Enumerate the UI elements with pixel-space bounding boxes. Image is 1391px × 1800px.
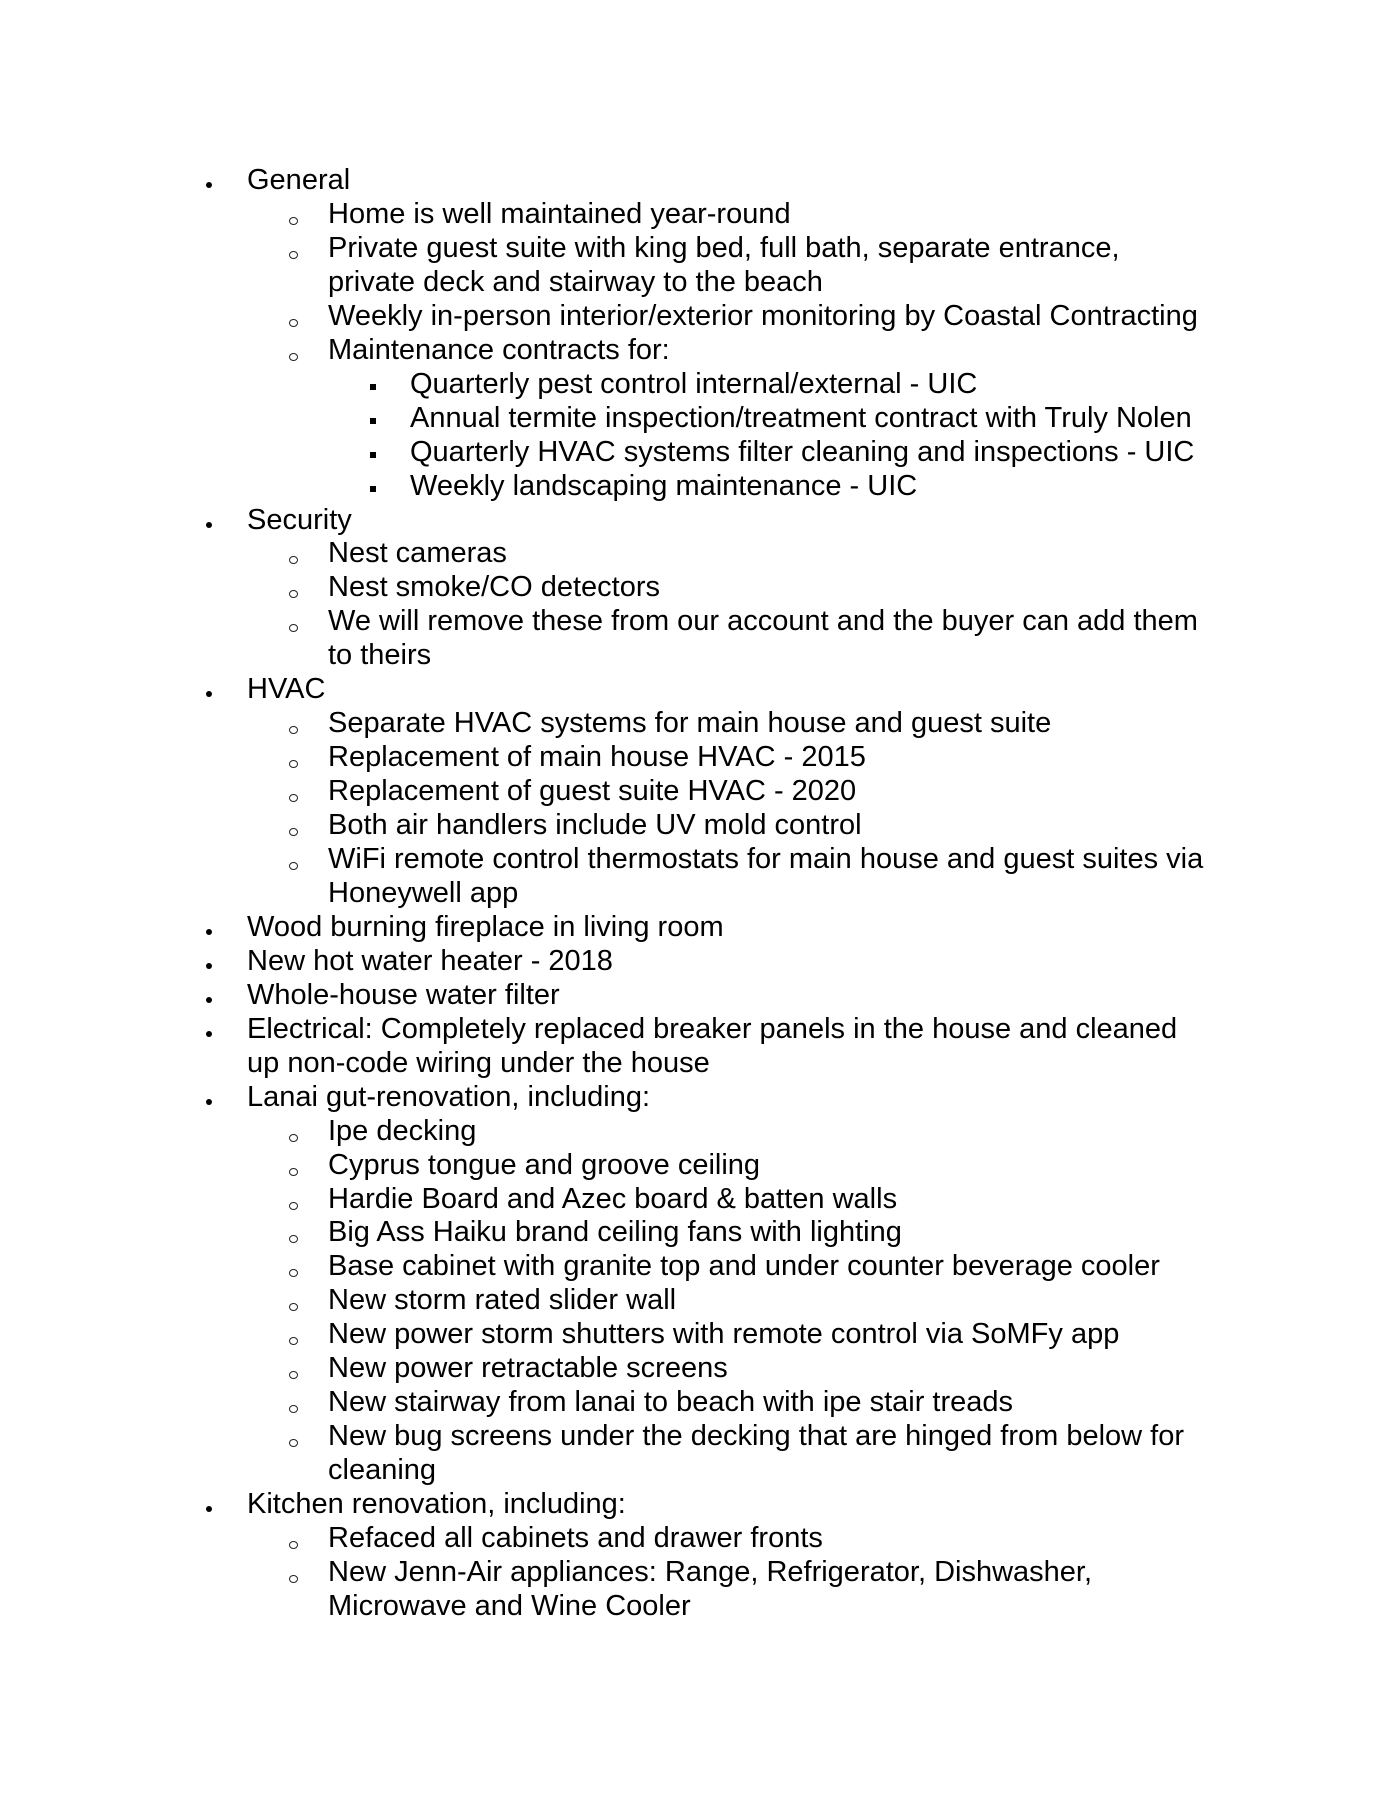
list-item-text: Quarterly HVAC systems filter cleaning and inspections - UIC: [410, 435, 1195, 468]
filled-disc-icon: [206, 522, 212, 528]
list-item-text: Honeywell app: [328, 876, 519, 909]
list-item-text: to theirs: [328, 639, 432, 672]
list-item-text: Nest smoke/CO detectors: [328, 571, 660, 604]
list-item-text: cleaning: [328, 1454, 437, 1487]
list-item-text: Cyprus tongue and groove ceiling: [328, 1148, 761, 1181]
list-item-text: General: [247, 164, 351, 196]
list-item-text: Nest cameras: [328, 537, 507, 570]
hollow-circle-icon: [289, 1303, 298, 1311]
list-item-text: New bug screens under the decking that are hinged from below for: [328, 1420, 1184, 1453]
filled-disc-icon: [206, 963, 212, 969]
list-item-text: New hot water heater - 2018: [247, 944, 613, 977]
list-item-text: Security: [247, 503, 352, 536]
list-item-text: Replacement of main house HVAC - 2015: [328, 741, 866, 774]
filled-disc-icon: [206, 929, 212, 935]
hollow-circle-icon: [289, 1337, 298, 1345]
hollow-circle-icon: [289, 590, 298, 598]
hollow-circle-icon: [289, 1439, 298, 1447]
list-item-text: New stairway from lanai to beach with ipe stair treads: [328, 1386, 1014, 1419]
list-item-text: Big Ass Haiku brand ceiling fans with lighting: [328, 1216, 902, 1249]
list-item-text: Both air handlers include UV mold control: [328, 809, 862, 842]
filled-disc-icon: [206, 182, 212, 188]
list-item-text: Lanai gut-renovation, including:: [247, 1080, 651, 1113]
filled-square-icon: [370, 486, 376, 492]
list-item-text: WiFi remote control thermostats for main house and guest suites via: [328, 843, 1204, 875]
hollow-circle-icon: [289, 319, 298, 327]
hollow-circle-icon: [289, 1371, 298, 1379]
list-item-text: Whole-house water filter: [247, 978, 560, 1011]
list-item-text: Maintenance contracts for:: [328, 333, 670, 366]
list-item-text: Base cabinet with granite top and under counter beverage cooler: [328, 1250, 1160, 1283]
list-item-text: Microwave and Wine Cooler: [328, 1589, 691, 1622]
hollow-circle-icon: [289, 556, 298, 564]
hollow-circle-icon: [289, 353, 298, 361]
list-item-text: Weekly in-person interior/exterior monitoring by Coastal Contracting: [328, 299, 1198, 332]
list-item-text: New power retractable screens: [328, 1352, 728, 1385]
list-item-text: Ipe decking: [328, 1114, 477, 1147]
list-item-text: Weekly landscaping maintenance - UIC: [410, 469, 918, 502]
list-item-text: Replacement of guest suite HVAC - 2020: [328, 775, 857, 808]
list-item-text: Quarterly pest control internal/external - UIC: [410, 367, 978, 400]
hollow-circle-icon: [289, 1541, 298, 1549]
list-item-text: Private guest suite with king bed, full bath, separate entrance,: [328, 231, 1120, 264]
list-item-text: New power storm shutters with remote control via SoMFy app: [328, 1318, 1120, 1351]
list-item-text: Home is well maintained year-round: [328, 197, 791, 230]
filled-disc-icon: [206, 1099, 212, 1105]
list-item-text: Kitchen renovation, including:: [247, 1488, 626, 1521]
hollow-circle-icon: [289, 794, 298, 802]
list-item-text: Refaced all cabinets and drawer fronts: [328, 1522, 823, 1554]
list-item-text: New storm rated slider wall: [328, 1284, 677, 1317]
filled-disc-icon: [206, 691, 212, 697]
hollow-circle-icon: [289, 1168, 298, 1176]
list-item-text: up non-code wiring under the house: [247, 1046, 710, 1079]
hollow-circle-icon: [289, 862, 298, 870]
hollow-circle-icon: [289, 624, 298, 632]
filled-disc-icon: [206, 1506, 212, 1512]
hollow-circle-icon: [289, 251, 298, 259]
hollow-circle-icon: [289, 1269, 298, 1277]
list-item-text: Separate HVAC systems for main house and guest suite: [328, 707, 1052, 740]
list-item-text: Hardie Board and Azec board & batten walls: [328, 1182, 898, 1215]
filled-disc-icon: [206, 1031, 212, 1037]
hollow-circle-icon: [289, 1134, 298, 1142]
list-item-text: New Jenn-Air appliances: Range, Refrigerator, Dishwasher,: [328, 1555, 1093, 1588]
list-item-text: HVAC: [247, 673, 326, 706]
hollow-circle-icon: [289, 217, 298, 225]
hollow-circle-icon: [289, 1235, 298, 1243]
list-item-text: Electrical: Completely replaced breaker panels in the house and cleaned: [247, 1012, 1178, 1045]
hollow-circle-icon: [289, 726, 298, 734]
list-item-text: Annual termite inspection/treatment contract with Truly Nolen: [410, 401, 1192, 434]
list-item-text: Wood burning fireplace in living room: [247, 910, 724, 943]
hollow-circle-icon: [289, 1575, 298, 1583]
hollow-circle-icon: [289, 828, 298, 836]
hollow-circle-icon: [289, 760, 298, 768]
filled-square-icon: [370, 384, 376, 390]
list-item-text: We will remove these from our account and the buyer can add them: [328, 605, 1198, 638]
hollow-circle-icon: [289, 1202, 298, 1210]
filled-square-icon: [370, 418, 376, 424]
list-item-text: private deck and stairway to the beach: [328, 265, 823, 298]
filled-square-icon: [370, 452, 376, 458]
hollow-circle-icon: [289, 1405, 298, 1413]
filled-disc-icon: [206, 997, 212, 1003]
